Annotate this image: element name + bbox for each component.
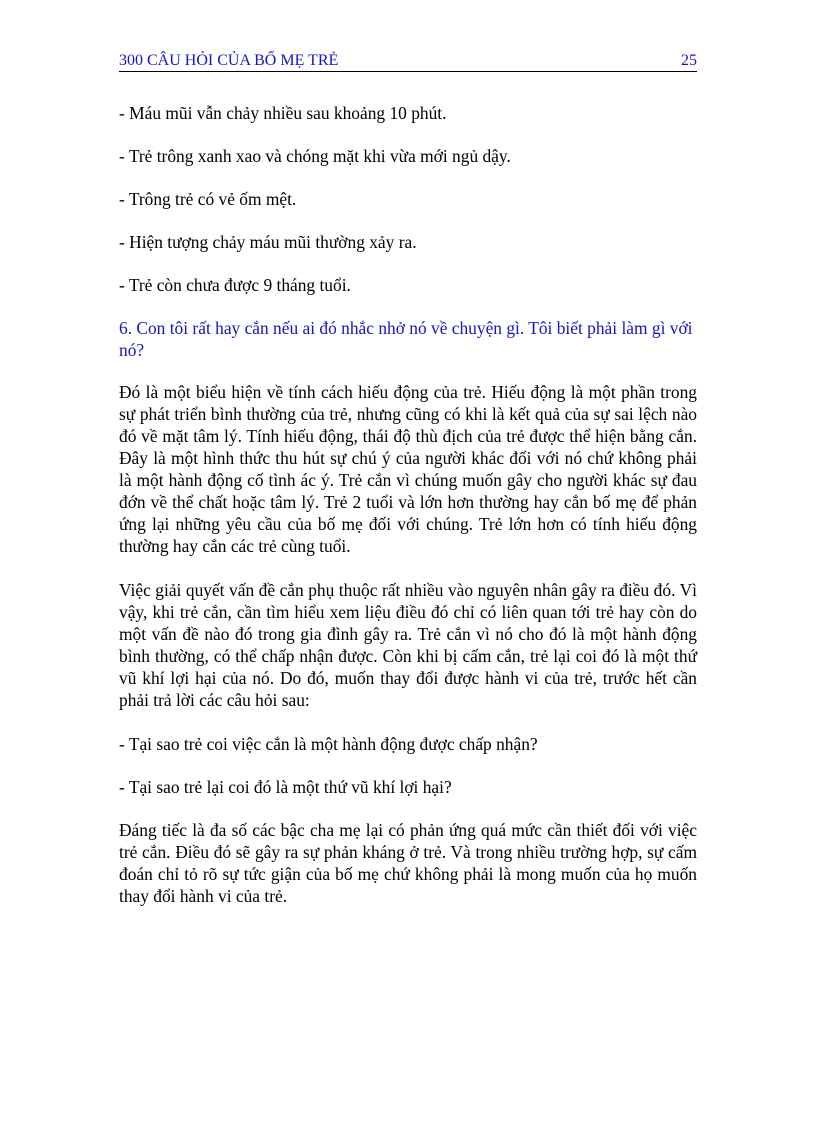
bullet-item: - Máu mũi vẫn chảy nhiều sau khoảng 10 phút.	[119, 103, 447, 123]
body-paragraph: Việc giải quyết vấn đề cắn phụ thuộc rất nhiều vào nguyên nhân gây ra điều đó. Vì vậy, khi trẻ cắn, cần tìm hiểu xem liệu điều đó chỉ có liên quan tới trẻ hay còn do một vấn đề nào đó trong gia đình gây ra. Trẻ cắn vì nó cho đó là một hành động bình thường, có thể chấp nhận được. Còn khi bị cấm cắn, trẻ lại coi đó là một thứ vũ khí lợi hại của nó. Do đó, muốn thay đổi được hành vi của trẻ, trước hết cần phải trả lời các câu hỏi sau:	[119, 580, 697, 710]
bullet-item: - Trẻ trông xanh xao và chóng mặt khi vừa mới ngủ dậy.	[119, 146, 511, 166]
page-number: 25	[681, 52, 697, 69]
bullet-item: - Trẻ còn chưa được 9 tháng tuổi.	[119, 275, 351, 295]
bullet-item: - Tại sao trẻ coi việc cắn là một hành động được chấp nhận?	[119, 734, 538, 754]
bullet-item: - Hiện tượng chảy máu mũi thường xảy ra.	[119, 232, 417, 252]
page-content	[119, 102, 697, 929]
closing-paragraph: Đáng tiếc là đa số các bậc cha mẹ lại có phản ứng quá mức cần thiết đối với việc trẻ cắn. Điều đó sẽ gây ra sự phản kháng ở trẻ. Và trong nhiều trường hợp, sự cấm đoán chỉ tỏ rõ sự tức giận của bố mẹ chứ không phải là mong muốn của họ muốn thay đổi hành vi của trẻ.	[119, 820, 697, 906]
book-title: 300 CÂU HỎI CỦA BỐ MẸ TRẺ	[119, 52, 339, 69]
body-paragraph: Đó là một biểu hiện về tính cách hiếu động của trẻ. Hiếu động là một phần trong sự phát triển bình thường của trẻ, nhưng cũng có khi là kết quả của sự sai lệch nào đó về mặt tâm lý. Tính hiếu động, thái độ thù địch của trẻ được thể hiện bằng cắn. Đây là một hình thức thu hút sự chú ý của người khác đối với nó chứ không phải là một hành động cố tình ác ý. Trẻ cắn vì chúng muốn gây cho người khác sự đau đớn về thể chất hoặc tâm lý. Trẻ 2 tuổi và lớn hơn thường hay cắn bố mẹ để phản ứng lại những yêu cầu của bố mẹ đối với chúng. Trẻ lớn hơn có tính hiếu động thường hay cắn các trẻ cùng tuổi.	[119, 382, 697, 556]
bullet-item: - Trông trẻ có vẻ ốm mệt.	[119, 189, 297, 209]
question-heading: 6. Con tôi rất hay cắn nếu ai đó nhắc nhở nó về chuyện gì. Tôi biết phải làm gì với nó?	[119, 318, 693, 360]
bullet-item: - Tại sao trẻ lại coi đó là một thứ vũ khí lợi hại?	[119, 777, 452, 797]
page-header	[119, 52, 697, 72]
